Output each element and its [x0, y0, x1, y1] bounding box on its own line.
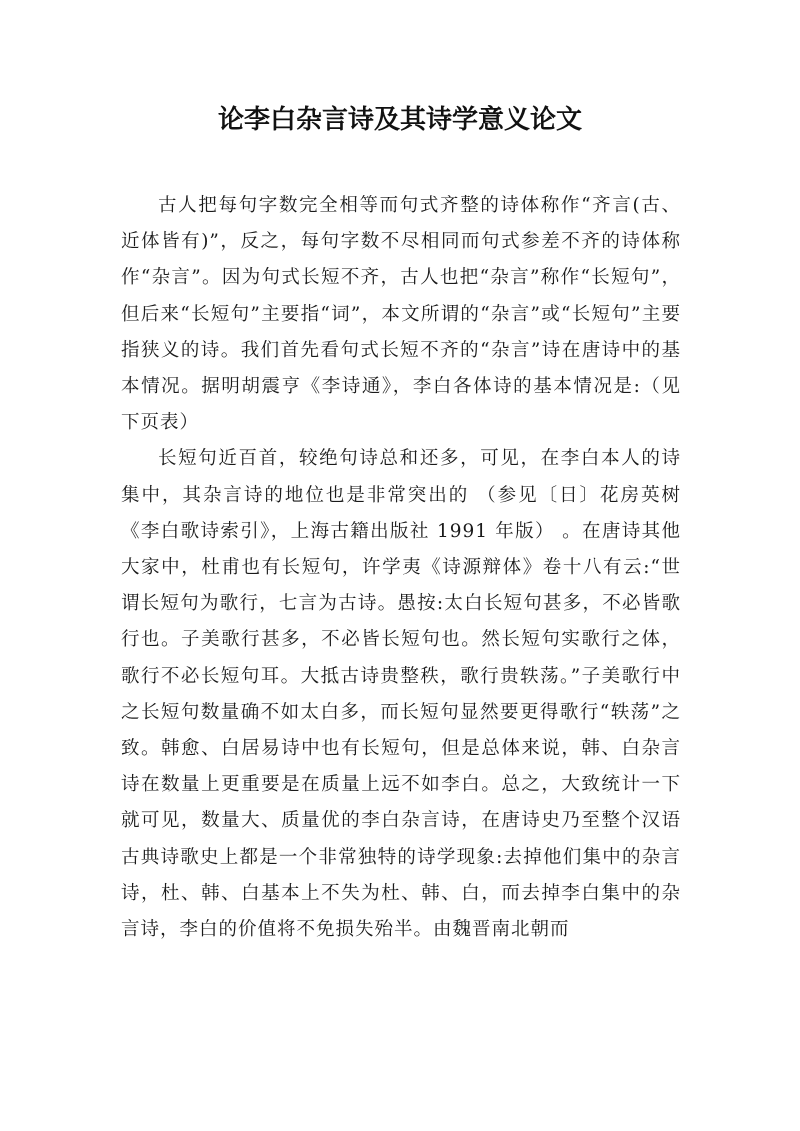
- paragraph-2: 长短句近百首，较绝句诗总和还多，可见，在李白本人的诗集中，其杂言诗的地位也是非常突出的 （参见〔日〕花房英树《李白歌诗索引》，上海古籍出版社 1991 年版） 。在唐诗其他大家中，杜甫也有长短句，许学夷《诗源辩体》卷十八有云:“世谓长短句为歌行，七言为古诗。愚按:太白长短句甚多，不必皆歌行也。子美歌行甚多，不必皆长短句也。然长短句实歌行之体，歌行不必长短句耳。大抵古诗贵整秩，歌行贵轶荡。”子美歌行中之长短句数量确不如太白多，而长短句显然要更得歌行“轶荡”之致。韩愈、白居易诗中也有长短句，但是总体来说，韩、白杂言诗在数量上更重要是在质量上远不如李白。总之，大致统计一下就可见，数量大、质量优的李白杂言诗，在唐诗史乃至整个汉语古典诗歌史上都是一个非常独特的诗学现象:去掉他们集中的杂言诗，杜、韩、白基本上不失为杜、韩、白，而去掉李白集中的杂言诗，李白的价值将不免损失殆半。由魏晋南北朝而: [121, 448, 681, 941]
- paragraph-1: 古人把每句字数完全相等而句式齐整的诗体称作“齐言(古、近体皆有)”，反之，每句字数不尽相同而句式参差不齐的诗体称作“杂言”。因为句式长短不齐，古人也把“杂言”称作“长短句”，但后来“长短句”主要指“词”，本文所谓的“杂言”或“长短句”主要指狭义的诗。我们首先看句式长短不齐的“杂言”诗在唐诗中的基本情况。据明胡震亨《李诗通》，李白各体诗的基本情况是:（见下页表）: [121, 195, 681, 434]
- document-title: 论李白杂言诗及其诗学意义论文: [217, 105, 582, 135]
- document-body: [121, 188, 681, 948]
